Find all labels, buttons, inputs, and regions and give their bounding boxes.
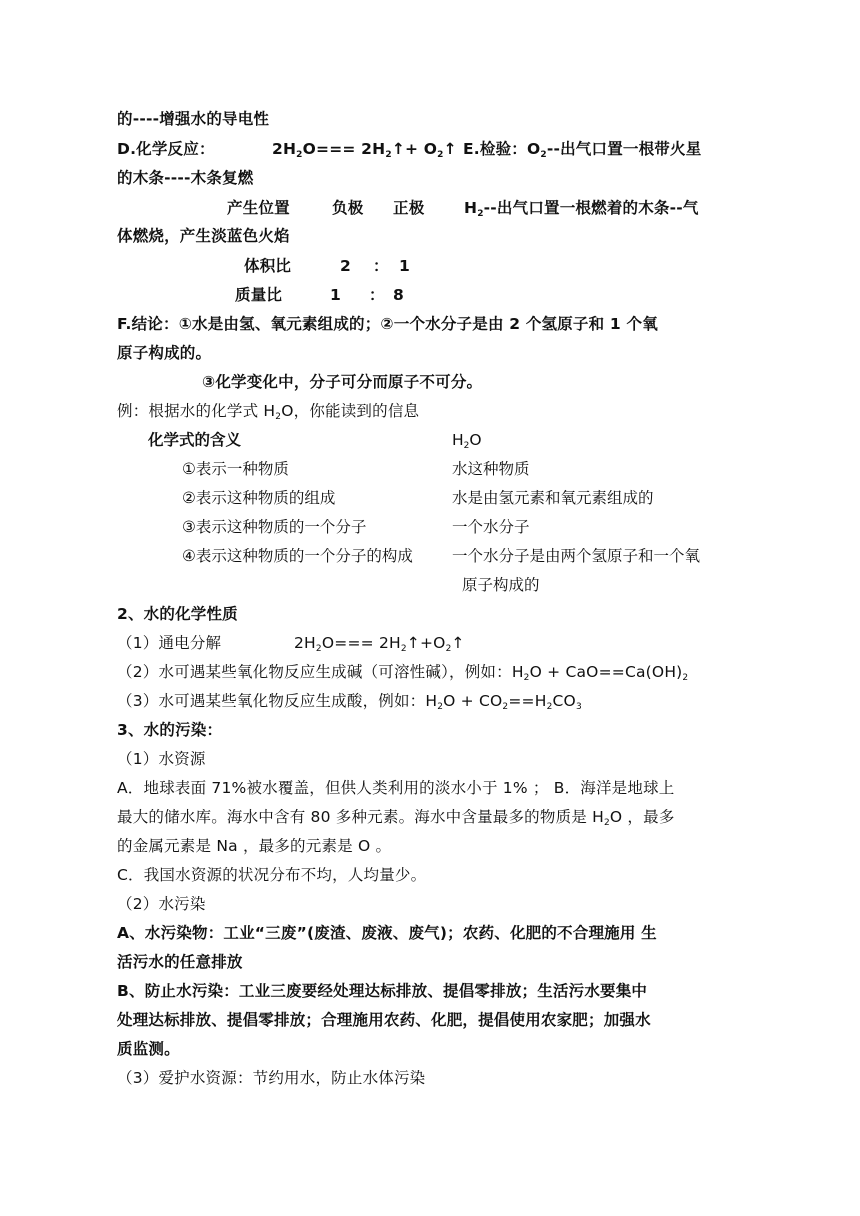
- electrolysis-equation-2: $2H_2O===$ $2H_2↑+O_2↑$: [294, 634, 465, 654]
- line-blue-flame: 体燃烧，产生淡蓝色火焰: [117, 227, 290, 245]
- line-conclusion: F.结论：①水是由氢、氧元素组成的；②一个水分子是由 2 个氢原子和 1 个氧: [117, 315, 658, 333]
- meaning-row-2-right: 水是由氢元素和氧元素组成的: [452, 489, 654, 507]
- line-conclusion-cont: 原子构成的。: [117, 344, 212, 362]
- electrolysis-equation: $2H_2O===$ $2H_2↑+$ $O_2↑$: [272, 140, 457, 160]
- water-resources-c: C．我国水资源的状况分布不均，人均量少。: [117, 866, 427, 884]
- prevention-line-3: 质监测。: [117, 1040, 180, 1058]
- subsection-water-pollution: （2）水污染: [117, 895, 206, 913]
- prevention-line-2: 处理达标排放、提倡零排放；合理施用农药、化肥，提倡使用农家肥；加强水: [117, 1011, 651, 1029]
- section-chemical-properties-title: 2、水的化学性质: [117, 605, 238, 623]
- subsection-protect-water: （3）爱护水资源：节约用水，防止水体污染: [117, 1069, 426, 1087]
- property-acid-formation: （3）水可遇某些氧化物反应生成酸，例如：$H_2O + CO_2==H_2CO_3$: [117, 692, 582, 712]
- test-oxygen-text: E.检验：$O_2--$出气口置一根带火星: [463, 140, 702, 160]
- line-conductivity: 的----增强水的导电性: [117, 110, 270, 128]
- meaning-row-4-right: 一个水分子是由两个氢原子和一个氧: [452, 547, 701, 565]
- reaction-label: D.化学反应：: [117, 140, 215, 158]
- meaning-row-2-left: ②表示这种物质的组成: [182, 489, 336, 507]
- meaning-header-left: 化学式的含义: [148, 431, 242, 449]
- section-water-pollution-title: 3、水的污染：: [117, 721, 223, 739]
- meaning-row-4-left: ④表示这种物质的一个分子的构成: [182, 547, 413, 565]
- meaning-row-1-right: 水这种物质: [452, 460, 530, 478]
- subsection-water-resources: （1）水资源: [117, 750, 206, 768]
- line-example: 例：根据水的化学式 $H_2O$，你能读到的信息: [117, 402, 420, 422]
- meaning-header-right: $H_2O$: [452, 431, 482, 451]
- meaning-row-3-left: ③表示这种物质的一个分子: [182, 518, 367, 536]
- meaning-row-1-left: ①表示一种物质: [182, 460, 289, 478]
- water-resources-a2: 最大的储水库。海水中含有 80 多种元素。海水中含量最多的物质是 $H_2O$ ，最多: [117, 808, 675, 828]
- meaning-row-3-right: 一个水分子: [452, 518, 530, 536]
- pollutants-line-2: 活污水的任意排放: [117, 953, 243, 971]
- test-hydrogen-text: $H_2--$出气口置一根燃着的木条--气: [464, 199, 699, 219]
- prevention-line-1: B、防止水污染：工业三废要经处理达标排放、提倡零排放；生活污水要集中: [117, 982, 648, 1000]
- line-ember-relights: 的木条----木条复燃: [117, 169, 254, 187]
- property-base-formation: （2）水可遇某些氧化物反应生成碱（可溶性碱），例如：$H_2O + CaO==Ca(OH)_2$: [117, 663, 689, 683]
- line-conclusion-3: ③化学变化中，分子可分而原子不可分。: [202, 373, 483, 391]
- water-resources-a1: A．地球表面 71%被水覆盖，但供人类利用的淡水小于 1% ； B．海洋是地球上: [117, 779, 675, 797]
- property-electrolysis: （1）通电分解 $2H_2O===$ $2H_2↑+O_2↑$: [117, 634, 465, 654]
- water-resources-a3: 的金属元素是 Na ，最多的元素是 O 。: [117, 837, 392, 855]
- meaning-row-4-right-cont: 原子构成的: [462, 576, 540, 594]
- line-chemical-reaction: [117, 139, 702, 160]
- pollutants-line-1: A、水污染物：工业“三废”(废渣、废液、废气)；农药、化肥的不合理施用 生: [117, 924, 657, 942]
